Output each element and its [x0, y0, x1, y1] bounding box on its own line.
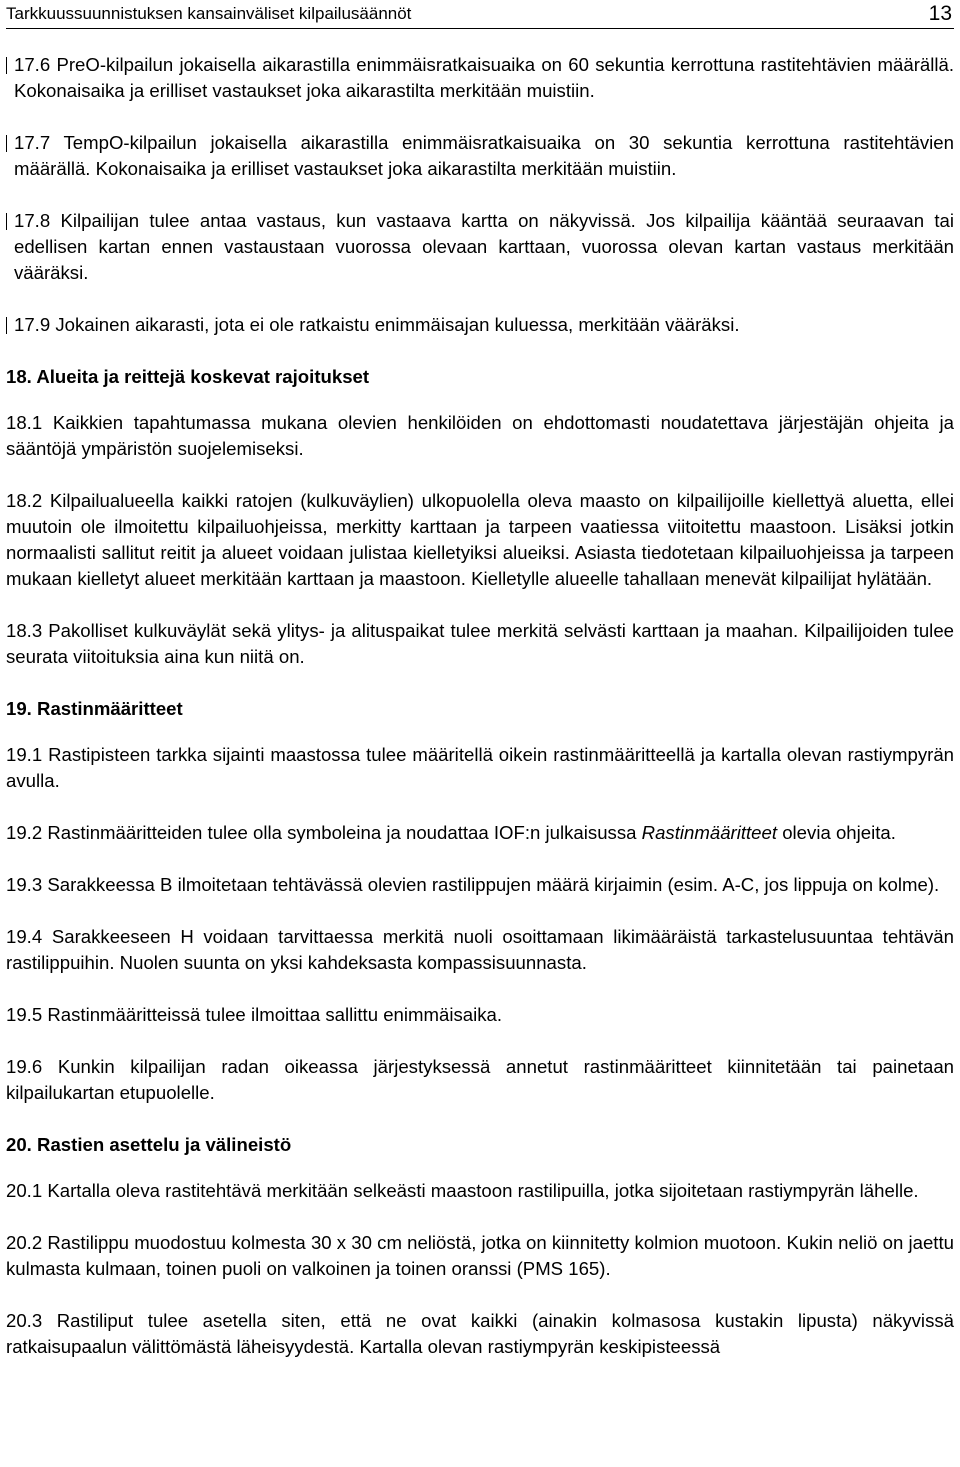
page-number: 13 — [928, 2, 952, 25]
rule-19-2 — [6, 820, 954, 846]
page-header — [6, 2, 954, 29]
publication-title: Rastinmääritteet — [641, 822, 778, 843]
rule-19-4: 19.4 Sarakkeeseen H voidaan tarvittaessa merkitä nuoli osoittamaan likimääräistä tarkastelusuuntaa tehtävän rastilippuihin. Nuolen suunta on yksi kahdeksasta kompassisuunnasta. — [6, 926, 954, 973]
rule-17-7-text: 17.7 TempO-kilpailun jokaisella aikarastilla enimmäisratkaisuaika on 30 sekuntia kerrottuna rastitehtävien määrällä. Kokonaisaika ja erilliset vastaukset joka aikarastilta merkitään muistiin. — [14, 132, 954, 179]
rule-17-6-text: 17.6 PreO-kilpailun jokaisella aikarastilla enimmäisratkaisuaika on 60 sekuntia kerrottuna rastitehtävien määrällä. Kokonaisaika ja erilliset vastaukset joka aikarastilta merkitään muistiin. — [14, 54, 954, 101]
section-heading-19: 19. Rastinmääritteet — [6, 698, 183, 719]
rule-19-2-text-start: 19.2 Rastinmääritteiden tulee olla symboleina ja noudattaa IOF:n julkaisussa — [6, 822, 642, 843]
rule-17-9 — [6, 312, 954, 338]
rule-20-2: 20.2 Rastilippu muodostuu kolmesta 30 x 30 cm neliöstä, jotka on kiinnitetty kolmion muotoon. Kukin neliö on jaettu kulmasta kulmaan, toinen puoli on valkoinen ja toinen oranssi (PMS 165). — [6, 1232, 954, 1279]
revision-bar — [6, 57, 7, 74]
rule-18-2: 18.2 Kilpailualueella kaikki ratojen (kulkuväylien) ulkopuolella oleva maasto on kilpailijoille kiellettyä aluetta, ellei muutoin ole ilmoitettu kilpailuohjeissa, merkitty karttaan ja tarpeen vaatiessa viitoitettu maastoon. Lisäksi jotkin normaalisti sallitut reitit ja alueet voidaan julistaa kielletyiksi alueiksi. Asiasta tiedotetaan kilpailuohjeissa ja tarpeen mukaan kielletyt alueet merkitään karttaan ja maastoon. Kielletylle alueelle tahallaan menevät kilpailijat hylätään. — [6, 490, 954, 589]
section-heading-18: 18. Alueita ja reittejä koskevat rajoitukset — [6, 366, 370, 387]
rule-18-3: 18.3 Pakolliset kulkuväylät sekä ylitys- ja alituspaikat tulee merkitä selvästi karttaan ja maahan. Kilpailijoiden tulee seurata viitoituksia aina kun niitä on. — [6, 620, 954, 667]
section-heading-20: 20. Rastien asettelu ja välineistö — [6, 1134, 292, 1155]
rule-19-1: 19.1 Rastipisteen tarkka sijainti maastossa tulee määritellä oikein rastinmääritteellä ja kartalla olevan rastiympyrän avulla. — [6, 744, 954, 791]
rule-19-3: 19.3 Sarakkeessa B ilmoitetaan tehtävässä olevien rastilippujen määrä kirjaimin (esim. A-C, jos lippuja on kolme). — [6, 874, 940, 895]
rule-19-5: 19.5 Rastinmääritteissä tulee ilmoittaa sallittu enimmäisaika. — [6, 1004, 503, 1025]
rule-19-6: 19.6 Kunkin kilpailijan radan oikeassa järjestyksessä annetut rastinmääritteet kiinnitetään tai painetaan kilpailukartan etupuolelle. — [6, 1056, 954, 1103]
document-body — [6, 52, 954, 1386]
rule-20-3: 20.3 Rastiliput tulee asetella siten, että ne ovat kaikki (ainakin kolmasosa kustakin lipusta) näkyvissä ratkaisupaalun välittömästä läheisyydestä. Kartalla olevan rastiympyrän keskipisteessä — [6, 1310, 954, 1357]
rule-17-9-text: 17.9 Jokainen aikarasti, jota ei ole ratkaistu enimmäisajan kuluessa, merkitään vääräksi. — [14, 314, 740, 335]
rule-19-2-text-end: olevia ohjeita. — [777, 822, 896, 843]
rule-17-7 — [6, 130, 954, 182]
rule-17-6 — [6, 52, 954, 104]
rule-18-1: 18.1 Kaikkien tapahtumassa mukana olevien henkilöiden on ehdottomasti noudatettava järjestäjän ohjeita ja sääntöjä ympäristön suojelemiseksi. — [6, 412, 954, 459]
rule-20-1: 20.1 Kartalla oleva rastitehtävä merkitään selkeästi maastoon rastilipuilla, jotka sijoitetaan rastiympyrän lähelle. — [6, 1180, 919, 1201]
revision-bar — [6, 213, 7, 230]
revision-bar — [6, 317, 7, 334]
document-title: Tarkkuussuunnistuksen kansainväliset kilpailusäännöt — [6, 4, 412, 23]
rule-17-8 — [6, 208, 954, 286]
rule-17-8-text: 17.8 Kilpailijan tulee antaa vastaus, kun vastaava kartta on näkyvissä. Jos kilpailija kääntää seuraavan tai edellisen kartan ennen vastaustaan vuorossa olevaan karttaan, vuorossa olevan kartan vastaus merkitään vääräksi. — [14, 210, 954, 283]
revision-bar — [6, 135, 7, 152]
